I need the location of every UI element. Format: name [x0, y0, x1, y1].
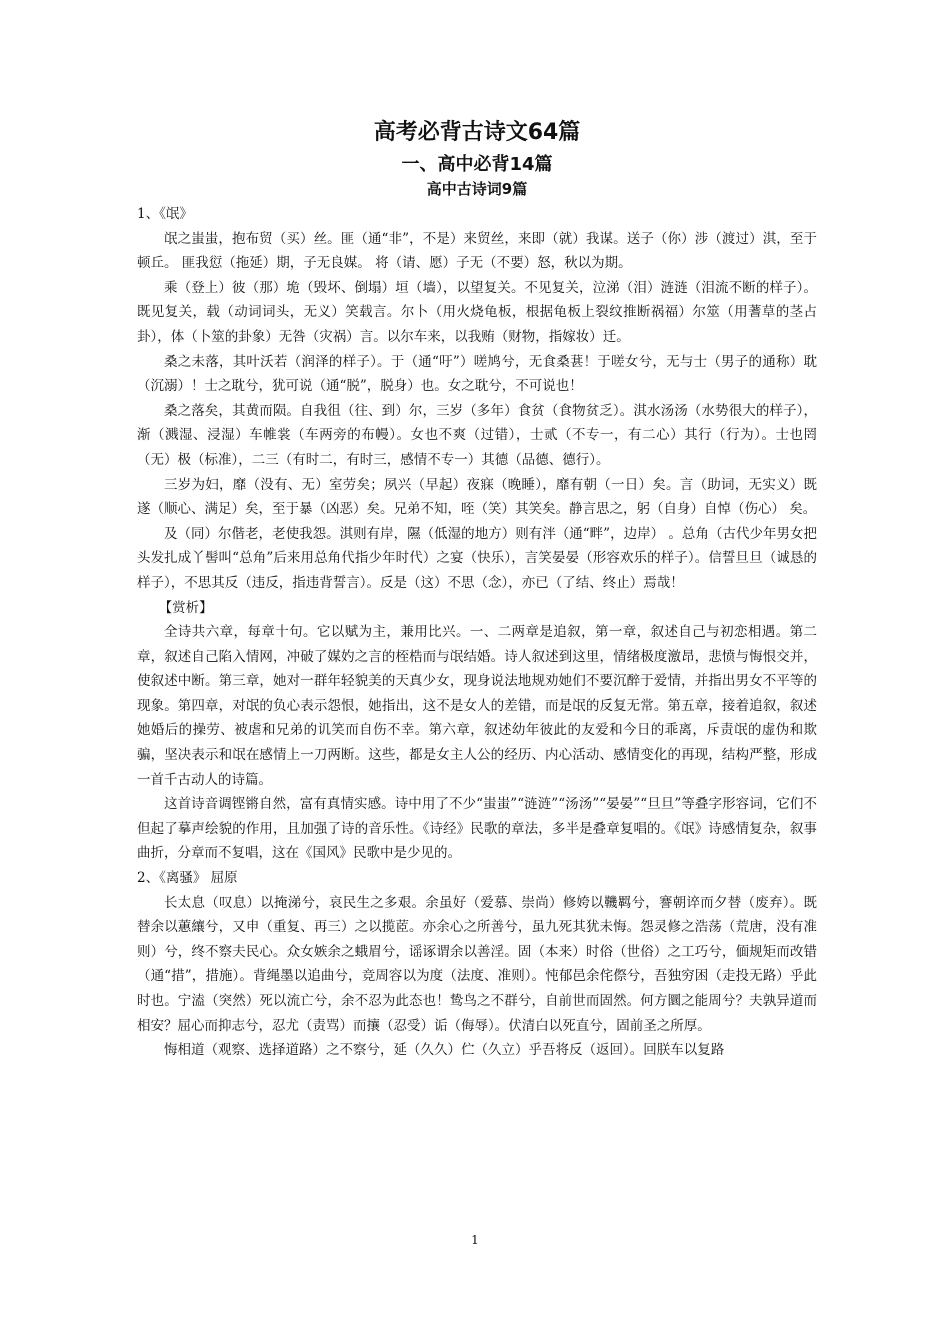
- poem-paragraph: 三岁为妇，靡（没有、无）室劳矣；夙兴（早起）夜寐（晚睡），靡有朝（一日）矣。言（助词，无实义）既遂（顺心、满足）矣，至于暴（凶恶）矣。兄弟不知，咥（笑）其笑矣。静言思之，躬（自身）自悼（伤心） 矣。: [137, 476, 817, 518]
- analysis-label: 【赏析】: [158, 599, 213, 616]
- subsection-heading: 高中古诗词9篇: [426, 180, 528, 198]
- analysis-paragraph: 这首诗音调铿锵自然，富有真情实感。诗中用了不少“蚩蚩”“涟涟”“汤汤”“晏晏”“旦旦”等叠字形容词，它们不但起了摹声绘貌的作用，且加强了诗的音乐性。《诗经》民歌的章法，多半是叠章复唱的。《氓》诗感情复杂，叙事曲折，分章而不复唱，这在《国风》民歌中是少见的。: [137, 796, 817, 862]
- poem-paragraph: 悔相道（观察、选择道路）之不察兮，延（久久）伫（久立）乎吾将反（返回）。回朕车以复路: [164, 1042, 725, 1059]
- document-page: [137, 118, 817, 1063]
- piece-mang: [137, 202, 817, 866]
- page-number: 1: [471, 1233, 479, 1247]
- piece-heading: 2、《离骚》 屈原: [137, 870, 238, 887]
- poem-paragraph: 氓之蚩蚩，抱布贸（买）丝。匪（通“非”，不是）来贸丝，来即（就）我谋。送子（你）涉（渡过）淇，至于顿丘。 匪我愆（拖延）期，子无良媒。 将（请、愿）子无（不要）怒，秋以为期。: [137, 230, 817, 272]
- poem-paragraph: 长太息（叹息）以掩涕兮，哀民生之多艰。余虽好（爱慕、崇尚）修姱以鞿羁兮，謇朝谇而夕替（废弃）。既替余以蕙纕兮，又申（重复、再三）之以揽茝。亦余心之所善兮，虽九死其犹未悔。怨灵修之浩荡（荒唐，没有准则）兮，终不察夫民心。众女嫉余之蛾眉兮，谣诼谓余以善淫。固（本来）时俗（世俗）之工巧兮，偭规矩而改错（通“措”，措施）。背绳墨以追曲兮，竞周容以为度（法度、准则）。忳郁邑余侘傺兮，吾独穷困（走投无路）乎此时也。宁溘（突然）死以流亡兮，余不忍为此态也！鸷鸟之不群兮，自前世而固然。何方圜之能周兮？夫孰异道而相安？屈心而抑志兮，忍尤（责骂）而攘（忍受）诟（侮辱）。伏清白以死直兮，固前圣之所厚。: [137, 894, 817, 1034]
- document-title: 高考必背古诗文64篇: [373, 120, 581, 145]
- poem-paragraph: 乘（登上）彼（那）垝（毁坏、倒塌）垣（墙），以望复关。不见复关，泣涕（泪）涟涟（泪流不断的样子）。既见复关，载（动词词头，无义）笑载言。尔卜（用火烧龟板，根据龟板上裂纹推断祸福）尔筮（用蓍草的茎占卦），体（卜筮的卦象）无咎（灾祸）言。以尔车来，以我贿（财物，指嫁妆）迁。: [137, 279, 817, 345]
- piece-heading: 1、《氓》: [137, 206, 193, 222]
- poem-paragraph: 及（同）尔偕老，老使我怨。淇则有岸，隰（低湿的地方）则有泮（通“畔”，边岸） 。总角（古代少年男女把头发扎成丫髻叫“总角”后来用总角代指少年时代）之宴（快乐），言笑晏晏（形容欢乐的样子）。信誓旦旦（诚恳的样子），不思其反（违反，指违背誓言）。反是（这）不思（念），亦已（了结、终止）焉哉！: [137, 525, 817, 591]
- section-heading: 一、高中必背14篇: [401, 154, 553, 175]
- poem-paragraph: 桑之未落，其叶沃若（润泽的样子）。于（通“吁”）嗟鸠兮，无食桑葚！于嗟女兮，无与士（男子的通称）耽（沉溺）！士之耽兮，犹可说（通“脱”，脱身）也。女之耽兮，不可说也！: [137, 353, 817, 395]
- poem-paragraph: 桑之落矣，其黄而陨。自我徂（往、到）尔，三岁（多年）食贫（食物贫乏）。淇水汤汤（水势很大的样子），渐（溅湿、浸湿）车帷裳（车两旁的布幔）。女也不爽（过错），士贰（不专一，有二心）其行（行为）。士也罔（无）极（标准），二三（有时二，有时三，感情不专一）其德（品德、德行）。: [137, 402, 817, 468]
- piece-lisao: [137, 866, 817, 1063]
- analysis-paragraph: 全诗共六章，每章十句。它以赋为主，兼用比兴。一、二两章是追叙，第一章，叙述自己与初恋相遇。第二章，叙述自己陷入情网，冲破了媒妁之言的桎梏而与氓结婚。诗人叙述到这里，情绪极度激昂，悲愤与悔恨交并，使叙述中断。第三章，她对一群年轻貌美的天真少女，现身说法地规劝她们不要沉醉于爱情，并指出男女不平等的现象。第四章，对氓的负心表示怨恨，她指出，这不是女人的差错，而是氓的反复无常。第五章，接着追叙，叙述她婚后的操劳、被虐和兄弟的讥笑而自伤不幸。第六章，叙述幼年彼此的友爱和今日的乖离，斥责氓的虚伪和欺骗，坚决表示和氓在感情上一刀两断。这些，都是女主人公的经历、内心活动、感情变化的再现，结构严整，形成一首千古动人的诗篇。: [137, 624, 817, 788]
